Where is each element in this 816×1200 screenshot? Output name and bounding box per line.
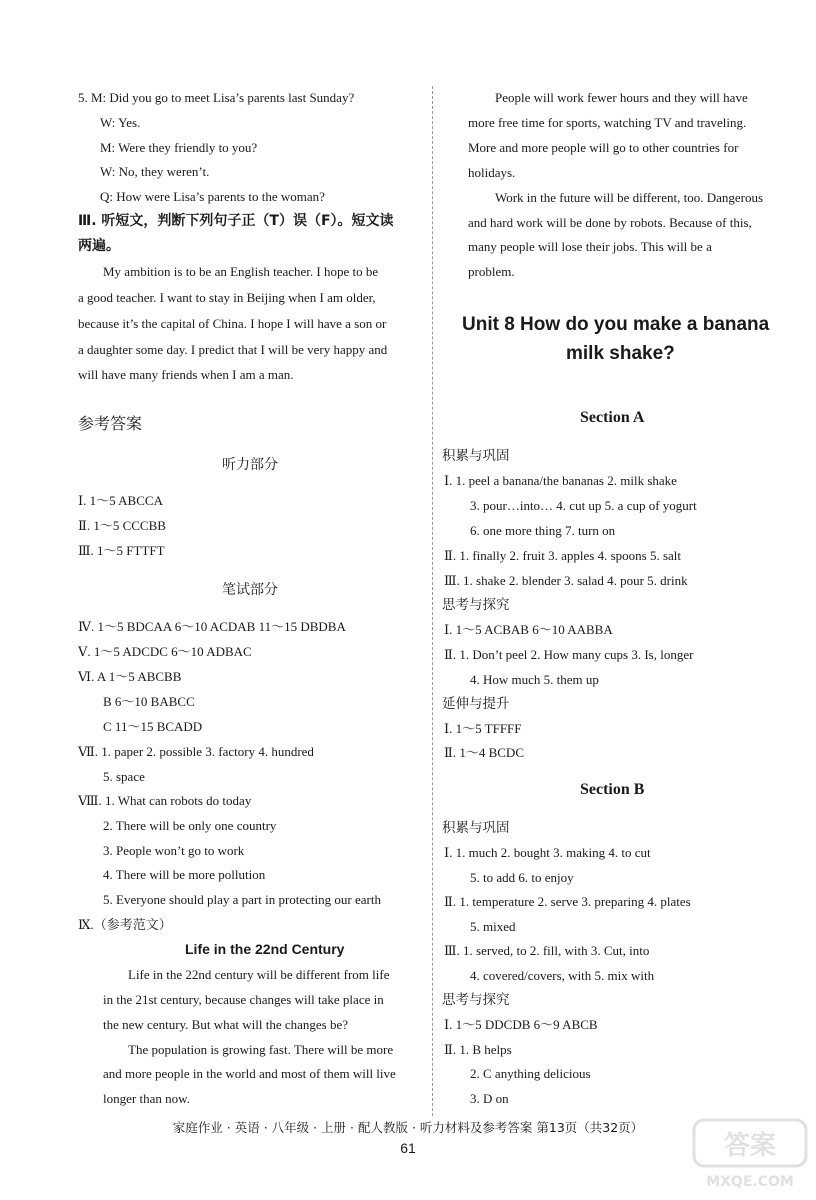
answer-line: Ⅰ. 1. peel a banana/the bananas 2. milk shake xyxy=(444,473,677,488)
column-divider xyxy=(432,86,433,1116)
watermark-text: MXQE.COM xyxy=(706,1174,794,1190)
sub-heading: 思考与探究 xyxy=(442,992,510,1008)
answer-line: 2. C anything delicious xyxy=(470,1066,591,1081)
answer-line: 5. Everyone should play a part in protecting our earth xyxy=(103,892,381,907)
answer-line: Ⅱ. 1. temperature 2. serve 3. preparing 4. plates xyxy=(444,894,691,909)
page-footer: 家庭作业 · 英语 · 八年级 · 上册 · 配人教版 · 听力材料及参考答案 第13页（共32页） xyxy=(172,1120,644,1135)
sub-heading: 积累与巩固 xyxy=(442,820,510,836)
answer-line: Ⅰ. 1～5 ACBAB 6～10 AABBA xyxy=(444,622,613,637)
essay-line: Life in the 22nd century will be different from life xyxy=(128,967,390,982)
answer-line: Ⅱ. 1. finally 2. fruit 3. apples 4. spoons 5. salt xyxy=(444,548,682,563)
answer-line: Ⅰ. 1. much 2. bought 3. making 4. to cut xyxy=(444,845,651,860)
essay-line: the new century. But what will the changes be? xyxy=(103,1017,348,1032)
answers-title: 参考答案 xyxy=(78,414,143,433)
unit-title: Unit 8 How do you make a banana xyxy=(462,314,770,335)
written-title: 笔试部分 xyxy=(222,582,278,598)
passage-line: a daughter some day. I predict that I will be very happy and xyxy=(78,342,388,357)
page-number: 61 xyxy=(400,1140,416,1156)
essay-line: and more people in the world and most of them will live xyxy=(103,1066,396,1081)
svg-text:答案: 答案 xyxy=(723,1131,777,1161)
answer-line: C 11～15 BCADD xyxy=(103,719,203,734)
essay-line: more free time for sports, watching TV and traveling. xyxy=(468,115,747,130)
passage-line: a good teacher. I want to stay in Beijing when I am older, xyxy=(78,290,376,305)
task-heading: Ⅲ. 听短文，判断下列句子正（T）误（F）。短文读 xyxy=(78,213,394,229)
answer-line: Ⅷ. 1. What can robots do today xyxy=(78,793,252,808)
sub-heading: 思考与探究 xyxy=(442,597,510,613)
sub-heading: 延伸与提升 xyxy=(442,696,510,712)
dialog-line: Q: How were Lisa’s parents to the woman? xyxy=(100,189,325,204)
answer-line: Ⅲ. 1～5 FTTFT xyxy=(78,543,165,558)
answer-line: 3. pour…into… 4. cut up 5. a cup of yogurt xyxy=(470,498,697,513)
answer-line: Ⅱ. 1～4 BCDC xyxy=(444,745,524,760)
essay-title: Life in the 22nd Century xyxy=(185,941,345,957)
dialog-line: W: No, they weren’t. xyxy=(100,164,210,179)
answer-line: Ⅱ. 1. Don’t peel 2. How many cups 3. Is, longer xyxy=(444,647,694,662)
answer-line: 4. How much 5. them up xyxy=(470,672,599,687)
answer-line: Ⅵ. A 1～5 ABCBB xyxy=(78,669,182,684)
answer-line: 6. one more thing 7. turn on xyxy=(470,523,616,538)
answer-line: 4. There will be more pollution xyxy=(103,867,266,882)
passage-line: will have many friends when I am a man. xyxy=(78,367,294,382)
section-heading: Section A xyxy=(580,409,645,426)
sub-heading: 积累与巩固 xyxy=(442,448,510,464)
dialog-line: 5. M: Did you go to meet Lisa’s parents last Sunday? xyxy=(78,90,355,105)
task-heading-cont: 两遍。 xyxy=(78,238,120,254)
answer-line: 3. D on xyxy=(470,1091,509,1106)
essay-line: longer than now. xyxy=(103,1091,190,1106)
answer-line: Ⅶ. 1. paper 2. possible 3. factory 4. hundred xyxy=(78,744,314,759)
essay-line: many people will lose their jobs. This will be a xyxy=(468,239,712,254)
essay-line: holidays. xyxy=(468,165,516,180)
watermark-logo-icon xyxy=(690,1116,810,1192)
essay-line: Work in the future will be different, too. Dangerous xyxy=(495,190,764,205)
answer-line: 5. space xyxy=(103,769,145,784)
answer-line: 5. mixed xyxy=(470,919,516,934)
answer-line: Ⅱ. 1～5 CCCBB xyxy=(78,518,166,533)
answer-line: Ⅳ. 1～5 BDCAA 6～10 ACDAB 11～15 DBDBA xyxy=(78,619,346,634)
answer-line: Ⅱ. 1. B helps xyxy=(444,1042,512,1057)
answer-line: B 6～10 BABCC xyxy=(103,694,195,709)
essay-line: People will work fewer hours and they will have xyxy=(495,90,748,105)
answer-line: Ⅰ. 1～5 TFFFF xyxy=(444,721,522,736)
essay-line: problem. xyxy=(468,264,515,279)
answer-line: Ⅲ. 1. served, to 2. fill, with 3. Cut, into xyxy=(444,943,650,958)
answer-line: 4. covered/covers, with 5. mix with xyxy=(470,968,655,983)
passage-line: because it’s the capital of China. I hope I will have a son or xyxy=(78,316,387,331)
essay-line: The population is growing fast. There will be more xyxy=(128,1042,394,1057)
essay-line: More and more people will go to other countries for xyxy=(468,140,739,155)
answer-line: Ⅴ. 1～5 ADCDC 6～10 ADBAC xyxy=(78,644,252,659)
answer-line: Ⅰ. 1～5 DDCDB 6～9 ABCB xyxy=(444,1017,598,1032)
answer-line: Ⅸ.（参考范文） xyxy=(78,917,172,932)
answer-line: 3. People won’t go to work xyxy=(103,843,245,858)
dialog-line: W: Yes. xyxy=(100,115,141,130)
dialog-line: M: Were they friendly to you? xyxy=(100,140,258,155)
passage-line: My ambition is to be an English teacher. I hope to be xyxy=(103,264,379,279)
answer-line: 5. to add 6. to enjoy xyxy=(470,870,574,885)
answer-line: Ⅰ. 1～5 ABCCA xyxy=(78,493,163,508)
answer-line: Ⅲ. 1. shake 2. blender 3. salad 4. pour 5. drink xyxy=(444,573,688,588)
section-heading: Section B xyxy=(580,781,645,798)
essay-line: in the 21st century, because changes will take place in xyxy=(103,992,384,1007)
answer-line: 2. There will be only one country xyxy=(103,818,277,833)
listening-title: 听力部分 xyxy=(222,457,278,473)
unit-title-cont: milk shake? xyxy=(566,343,675,364)
essay-line: and hard work will be done by robots. Because of this, xyxy=(468,215,752,230)
